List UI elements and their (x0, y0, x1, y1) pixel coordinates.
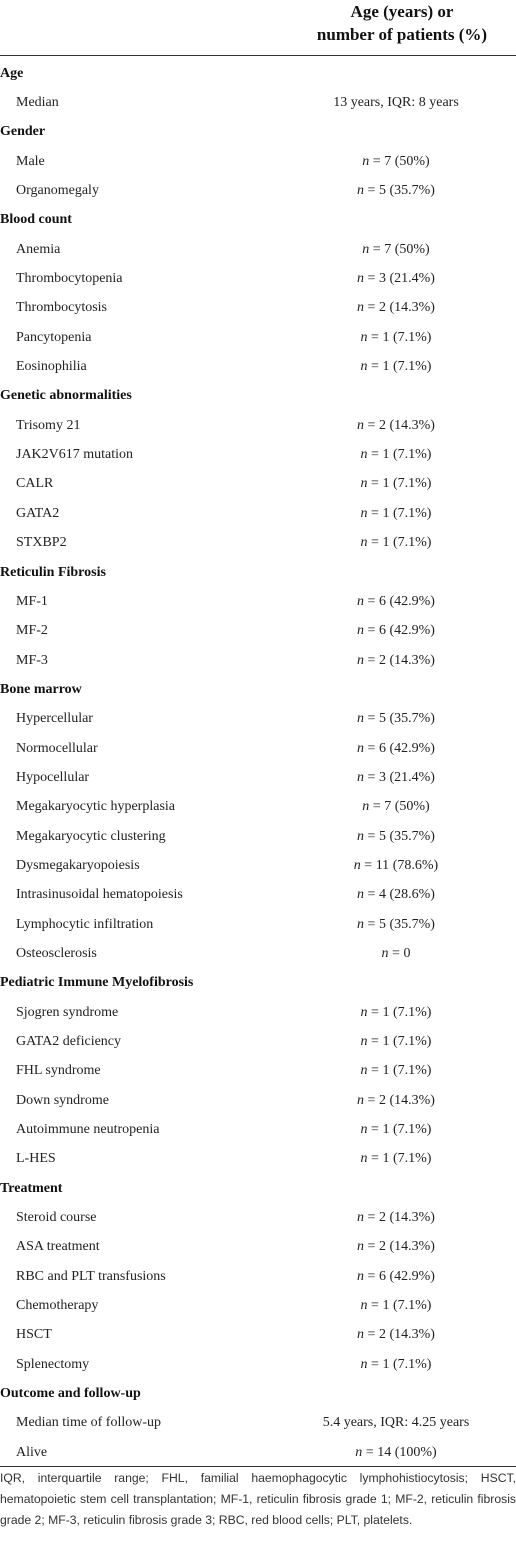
section-header-row (0, 118, 516, 147)
row-percent: (35.7%) (389, 916, 435, 932)
row-percent: (14.3%) (389, 652, 435, 668)
table-row (0, 1086, 516, 1115)
equals-sign: = (364, 1092, 379, 1108)
row-value (276, 418, 516, 434)
row-count: 5 (378, 916, 386, 932)
row-value (276, 858, 516, 874)
section-header-row (0, 969, 516, 998)
row-label: Lymphocytic infiltration (16, 916, 154, 932)
row-count: 1 (382, 1122, 390, 1138)
equals-sign: = (364, 1210, 379, 1226)
row-value (276, 1445, 516, 1461)
row-label: Thrombocytopenia (16, 271, 123, 287)
n-symbol: n (360, 1004, 368, 1020)
row-percent: (78.6%) (392, 857, 439, 873)
row-percent: (42.9%) (389, 593, 435, 609)
row-count: 6 (378, 593, 386, 609)
row-value (276, 359, 516, 375)
row-value (276, 770, 516, 786)
section-header-row (0, 675, 516, 704)
row-count: 7 (384, 153, 392, 169)
equals-sign: = (367, 447, 383, 463)
row-count: 14 (377, 1444, 392, 1460)
row-percent: (7.1%) (392, 1063, 432, 1079)
row-percent: (7.1%) (392, 505, 432, 521)
row-count: 6 (378, 623, 386, 639)
table-row (0, 1291, 516, 1320)
row-count: 2 (378, 417, 386, 433)
row-label: Steroid course (16, 1210, 97, 1226)
section-header-row (0, 59, 516, 88)
row-label: HSCT (16, 1327, 52, 1343)
row-label: Autoimmune neutropenia (16, 1122, 160, 1138)
row-percent: (7.1%) (392, 1151, 432, 1167)
row-count: 1 (382, 1034, 390, 1050)
equals-sign: = (364, 300, 379, 316)
row-label: Hypercellular (16, 711, 93, 727)
equals-sign: = (367, 1151, 383, 1167)
n-symbol: n (357, 828, 365, 844)
table-bottom-divider (0, 1466, 516, 1467)
row-value (276, 1210, 516, 1226)
n-symbol: n (357, 593, 365, 609)
row-label: STXBP2 (16, 535, 67, 551)
table-row (0, 763, 516, 792)
row-count: 1 (382, 329, 390, 345)
equals-sign: = (369, 241, 385, 257)
row-value (276, 829, 516, 845)
n-symbol: n (360, 476, 368, 492)
row-label: MF-1 (16, 593, 48, 609)
row-value (276, 535, 516, 551)
row-value (276, 594, 516, 610)
table-row (0, 910, 516, 939)
row-count: 3 (378, 769, 386, 785)
row-percent: (7.1%) (392, 1356, 432, 1372)
row-percent: (35.7%) (389, 183, 435, 199)
row-label: Male (16, 153, 45, 169)
row-label: Anemia (16, 241, 61, 257)
n-symbol: n (360, 359, 368, 375)
table-row (0, 1145, 516, 1174)
n-symbol: n (357, 300, 365, 316)
table-row (0, 235, 516, 264)
row-label: Normocellular (16, 740, 98, 756)
n-symbol: n (357, 1268, 365, 1284)
table-row (0, 998, 516, 1027)
row-value (276, 711, 516, 727)
n-symbol: n (357, 740, 365, 756)
row-percent: (7.1%) (392, 329, 432, 345)
table-row (0, 617, 516, 646)
row-value (276, 1122, 516, 1138)
section-label: Treatment (0, 1180, 63, 1196)
row-percent: (35.7%) (389, 711, 435, 727)
row-value (276, 1005, 516, 1021)
row-value (276, 1063, 516, 1079)
row-label: Megakaryocytic hyperplasia (16, 799, 175, 815)
row-label: Alive (16, 1444, 48, 1460)
n-symbol: n (360, 505, 368, 521)
equals-sign: = (364, 1327, 379, 1343)
row-count: 2 (378, 1210, 386, 1226)
section-header-row (0, 1379, 516, 1408)
table-row (0, 587, 516, 616)
row-count: 1 (382, 1298, 390, 1314)
table-row (0, 1203, 516, 1232)
row-percent: (14.3%) (389, 1239, 435, 1255)
row-label: MF-3 (16, 652, 48, 668)
n-symbol: n (360, 1063, 368, 1079)
n-symbol: n (357, 711, 365, 727)
row-percent: (7.1%) (392, 1298, 432, 1314)
section-label: Bone marrow (0, 681, 82, 697)
n-symbol: n (357, 916, 365, 932)
n-symbol: n (355, 1444, 363, 1460)
row-percent: (14.3%) (389, 417, 435, 433)
n-symbol: n (360, 1151, 368, 1167)
row-label: Intrasinusoidal hematopoiesis (16, 887, 183, 903)
equals-sign: = (364, 769, 379, 785)
equals-sign: = (367, 505, 383, 521)
table-row (0, 499, 516, 528)
equals-sign: = (364, 1268, 379, 1284)
row-label: Organomegaly (16, 183, 99, 199)
row-value (276, 623, 516, 639)
n-symbol: n (360, 1356, 368, 1372)
row-percent: (42.9%) (389, 1268, 435, 1284)
row-count: 5 (378, 828, 386, 844)
row-value (276, 1239, 516, 1255)
table-row (0, 88, 516, 117)
row-value (276, 917, 516, 933)
row-percent: (21.4%) (389, 271, 435, 287)
equals-sign: = (362, 1444, 378, 1460)
n-symbol: n (357, 1092, 365, 1108)
row-count: 1 (382, 447, 390, 463)
row-value (276, 1298, 516, 1314)
row-value (276, 476, 516, 492)
table-body (0, 59, 516, 1468)
table-row (0, 440, 516, 469)
row-value (276, 799, 516, 815)
equals-sign: = (364, 916, 379, 932)
table-row (0, 1321, 516, 1350)
row-percent: (7.1%) (392, 447, 432, 463)
equals-sign: = (367, 535, 383, 551)
row-percent: (42.9%) (389, 740, 435, 756)
row-percent: (50%) (394, 799, 430, 815)
table-row (0, 294, 516, 323)
row-label: MF-2 (16, 623, 48, 639)
section-label: Pediatric Immune Myelofibrosis (0, 975, 194, 991)
table-row (0, 470, 516, 499)
row-value (276, 1034, 516, 1050)
row-value (276, 300, 516, 316)
n-symbol: n (360, 535, 368, 551)
n-symbol: n (381, 945, 389, 961)
column-title (292, 0, 512, 46)
equals-sign: = (364, 623, 379, 639)
n-symbol: n (357, 652, 365, 668)
table-row (0, 822, 516, 851)
table-row (0, 1438, 516, 1467)
section-header-row (0, 382, 516, 411)
section-label: Age (0, 65, 24, 81)
row-value (276, 242, 516, 258)
n-symbol: n (357, 183, 365, 199)
row-value (276, 330, 516, 346)
n-symbol: n (357, 769, 365, 785)
equals-sign: = (364, 1239, 379, 1255)
table-header (0, 0, 516, 55)
table-row (0, 793, 516, 822)
equals-sign: = (369, 799, 385, 815)
row-label: GATA2 (16, 505, 60, 521)
section-label: Gender (0, 124, 46, 140)
row-percent: (7.1%) (392, 1034, 432, 1050)
row-count: 2 (378, 300, 386, 316)
row-value (276, 1327, 516, 1343)
row-percent: (7.1%) (392, 1004, 432, 1020)
row-count: 7 (384, 799, 392, 815)
row-count: 1 (382, 535, 390, 551)
table-row (0, 881, 516, 910)
table-row (0, 734, 516, 763)
row-percent: (14.3%) (389, 1327, 435, 1343)
row-count: 6 (378, 740, 386, 756)
row-value (276, 271, 516, 287)
section-label: Reticulin Fibrosis (0, 564, 106, 580)
table-row (0, 147, 516, 176)
section-header-row (0, 558, 516, 587)
row-value (276, 154, 516, 170)
row-label: Osteosclerosis (16, 945, 97, 961)
row-value: 5.4 years, IQR: 4.25 years (322, 1415, 470, 1431)
row-value (276, 447, 516, 463)
row-count: 5 (378, 711, 386, 727)
n-symbol: n (362, 799, 370, 815)
equals-sign: = (360, 857, 376, 873)
row-count: 4 (378, 887, 386, 903)
equals-sign: = (367, 1004, 383, 1020)
row-label: Pancytopenia (16, 329, 92, 345)
row-label: ASA treatment (16, 1239, 100, 1255)
row-value (276, 1357, 516, 1373)
table-row (0, 323, 516, 352)
row-count: 2 (378, 652, 386, 668)
table-row (0, 1233, 516, 1262)
row-value (276, 741, 516, 757)
table-row (0, 176, 516, 205)
table-row (0, 851, 516, 880)
table-row (0, 1350, 516, 1379)
table-row (0, 352, 516, 381)
row-percent: (7.1%) (392, 535, 432, 551)
row-count: 7 (384, 241, 392, 257)
row-value (276, 183, 516, 199)
row-count: 2 (378, 1092, 386, 1108)
n-symbol: n (357, 271, 365, 287)
row-value (276, 1269, 516, 1285)
section-label: Outcome and follow-up (0, 1386, 141, 1402)
n-symbol: n (357, 417, 365, 433)
row-label: Dysmegakaryopoiesis (16, 857, 140, 873)
row-label: Splenectomy (16, 1356, 90, 1372)
table-row (0, 1409, 516, 1438)
equals-sign: = (364, 183, 379, 199)
table-footnote: IQR, interquartile range; FHL, familial haemophagocytic lymphohistiocytosis; HSCT, hematopoietic stem cell transplantation; MF-1, reticulin fibrosis grade 1; MF-2, reticulin fibrosis grade 2; MF-3, reticulin fibrosis grade 3; RBC, red blood cells; PLT, platelets. (0, 1471, 516, 1527)
row-label: Hypocellular (16, 769, 90, 785)
table-row (0, 529, 516, 558)
table-row (0, 705, 516, 734)
row-count: 1 (382, 359, 390, 375)
row-label: CALR (16, 476, 54, 492)
row-label: Trisomy 21 (16, 417, 81, 433)
row-value: 13 years, IQR: 8 years (333, 95, 459, 111)
row-value (276, 1151, 516, 1167)
row-count: 3 (378, 271, 386, 287)
equals-sign: = (367, 476, 383, 492)
section-label: Genetic abnormalities (0, 388, 132, 404)
table-row (0, 646, 516, 675)
row-count: 1 (382, 1151, 390, 1167)
row-label: JAK2V617 mutation (16, 447, 134, 463)
row-percent: (14.3%) (389, 1210, 435, 1226)
row-percent: (7.1%) (392, 1122, 432, 1138)
row-count: 1 (382, 1063, 390, 1079)
row-count: 2 (378, 1239, 386, 1255)
row-value (276, 653, 516, 669)
n-symbol: n (360, 1298, 368, 1314)
table-row (0, 1027, 516, 1056)
n-symbol: n (357, 887, 365, 903)
equals-sign: = (364, 740, 379, 756)
row-percent: (28.6%) (389, 887, 435, 903)
row-percent: (50%) (394, 241, 430, 257)
row-label: L-HES (16, 1151, 56, 1167)
row-count: 5 (378, 183, 386, 199)
row-count: 1 (382, 505, 390, 521)
equals-sign: = (367, 1356, 383, 1372)
row-label: Median (16, 95, 59, 111)
table-row (0, 264, 516, 293)
row-value (276, 506, 516, 522)
n-symbol: n (357, 623, 365, 639)
row-percent: (50%) (394, 153, 430, 169)
table-row (0, 1262, 516, 1291)
row-percent: (35.7%) (389, 828, 435, 844)
row-count: 2 (378, 1327, 386, 1343)
row-value (276, 946, 516, 962)
row-label: Median time of follow-up (16, 1415, 162, 1431)
row-percent: (14.3%) (389, 300, 435, 316)
section-header-row (0, 206, 516, 235)
equals-sign: = (369, 153, 385, 169)
row-count: 0 (403, 945, 411, 961)
n-symbol: n (362, 153, 370, 169)
n-symbol: n (360, 1122, 368, 1138)
row-label: Sjogren syndrome (16, 1004, 119, 1020)
column-title-line-2: number of patients (%) (316, 25, 488, 44)
row-percent: (14.3%) (389, 1092, 435, 1108)
section-label: Blood count (0, 212, 72, 228)
row-label: Thrombocytosis (16, 300, 107, 316)
n-symbol: n (360, 447, 368, 463)
table-row (0, 939, 516, 968)
column-title-line-1: Age (years) or (350, 2, 454, 21)
equals-sign: = (364, 887, 379, 903)
equals-sign: = (367, 359, 383, 375)
table-row (0, 411, 516, 440)
row-percent: (100%) (394, 1444, 437, 1460)
row-count: 1 (382, 476, 390, 492)
row-label: GATA2 deficiency (16, 1034, 122, 1050)
row-count: 1 (382, 1004, 390, 1020)
row-value (276, 1093, 516, 1109)
n-symbol: n (353, 857, 361, 873)
equals-sign: = (367, 1034, 383, 1050)
n-symbol: n (357, 1210, 365, 1226)
row-label: Chemotherapy (16, 1298, 99, 1314)
n-symbol: n (357, 1239, 365, 1255)
equals-sign: = (367, 1122, 383, 1138)
row-label: Megakaryocytic clustering (16, 828, 166, 844)
row-percent: (21.4%) (389, 769, 435, 785)
row-label: Down syndrome (16, 1092, 109, 1108)
n-symbol: n (362, 241, 370, 257)
row-label: FHL syndrome (16, 1063, 101, 1079)
row-count: 11 (375, 857, 390, 873)
equals-sign: = (364, 652, 379, 668)
equals-sign: = (388, 945, 404, 961)
row-count: 1 (382, 1356, 390, 1372)
row-label: Eosinophilia (16, 359, 87, 375)
equals-sign: = (367, 1298, 383, 1314)
header-divider (0, 55, 516, 56)
section-header-row (0, 1174, 516, 1203)
table-row (0, 1057, 516, 1086)
n-symbol: n (360, 1034, 368, 1050)
table-row (0, 1115, 516, 1144)
equals-sign: = (367, 329, 383, 345)
n-symbol: n (360, 329, 368, 345)
equals-sign: = (364, 593, 379, 609)
row-percent: (7.1%) (392, 359, 432, 375)
equals-sign: = (364, 828, 379, 844)
row-percent: (7.1%) (392, 476, 432, 492)
equals-sign: = (367, 1063, 383, 1079)
equals-sign: = (364, 417, 379, 433)
n-symbol: n (357, 1327, 365, 1343)
row-value (276, 887, 516, 903)
row-label: RBC and PLT transfusions (16, 1268, 166, 1284)
equals-sign: = (364, 711, 379, 727)
row-count: 6 (378, 1268, 386, 1284)
row-percent: (42.9%) (389, 623, 435, 639)
equals-sign: = (364, 271, 379, 287)
